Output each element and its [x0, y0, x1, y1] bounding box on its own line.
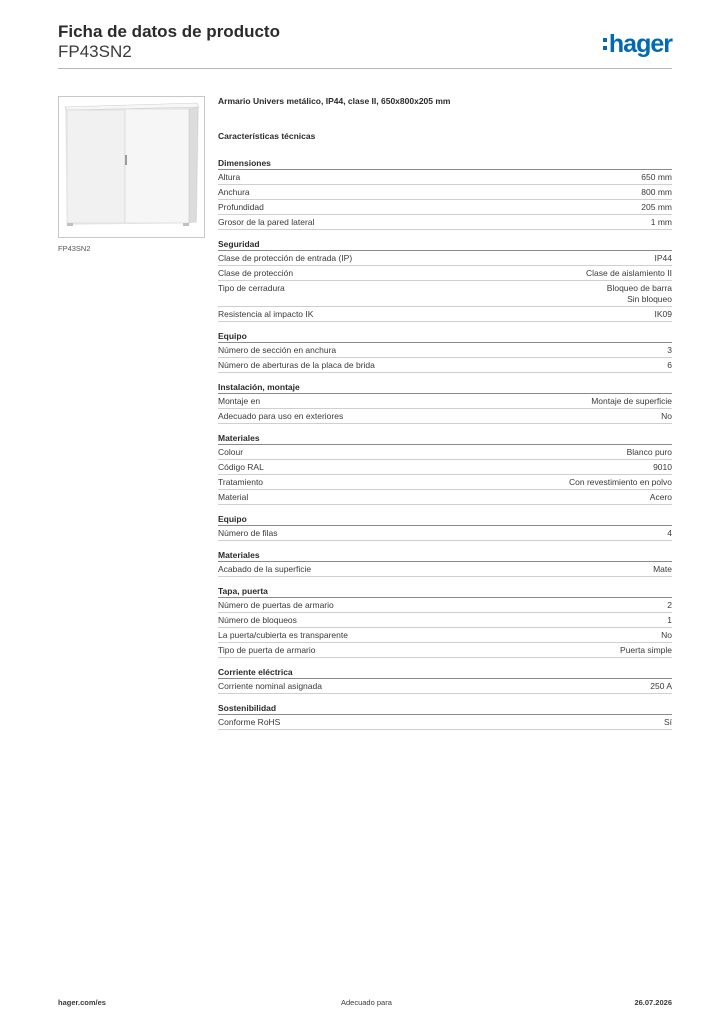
section-heading: Seguridad	[218, 238, 672, 251]
section-heading: Instalación, montaje	[218, 381, 672, 394]
spec-label: Acabado de la superficie	[218, 564, 312, 574]
cabinet-icon	[59, 97, 204, 237]
spec-value: Montaje de superficie	[591, 396, 672, 406]
spec-label: Corriente nominal asignada	[218, 681, 322, 691]
spec-row	[218, 215, 672, 230]
spec-sections	[218, 157, 672, 730]
spec-label: Conforme RoHS	[218, 717, 281, 727]
spec-label: Tratamiento	[218, 477, 264, 487]
section-heading: Tapa, puerta	[218, 585, 672, 598]
spec-value: 6	[667, 360, 672, 370]
spec-label: Profundidad	[218, 202, 264, 212]
spec-label: Adecuado para uso en exteriores	[218, 411, 344, 421]
footer-date: 26.07.2026	[634, 998, 672, 1007]
spec-row	[218, 475, 672, 490]
section-heading: Materiales	[218, 432, 672, 445]
header-divider	[58, 68, 672, 69]
spec-section	[218, 702, 672, 730]
spec-value: No	[661, 630, 672, 640]
spec-label: Altura	[218, 172, 241, 182]
spec-value: Blanco puro	[626, 447, 672, 457]
spec-row	[218, 307, 672, 322]
spec-label: Número de aberturas de la placa de brida	[218, 360, 375, 370]
spec-label: Clase de protección de entrada (IP)	[218, 253, 353, 263]
product-image-caption: FP43SN2	[58, 244, 91, 253]
spec-value: 205 mm	[641, 202, 672, 212]
logo-text: hager	[608, 30, 672, 58]
product-description: Armario Univers metálico, IP44, clase II, 650x800x205 mm	[218, 96, 451, 106]
cabinet-image	[58, 96, 205, 238]
spec-value: 800 mm	[641, 187, 672, 197]
spec-row	[218, 170, 672, 185]
spec-label: Anchura	[218, 187, 250, 197]
spec-section	[218, 330, 672, 373]
spec-row	[218, 266, 672, 281]
spec-value: Mate	[653, 564, 672, 574]
spec-label: Tipo de cerradura	[218, 283, 285, 293]
spec-row	[218, 598, 672, 613]
document-header	[58, 22, 280, 62]
spec-label: Montaje en	[218, 396, 261, 406]
section-heading: Corriente eléctrica	[218, 666, 672, 679]
spec-value: IK09	[654, 309, 672, 319]
spec-section	[218, 238, 672, 322]
spec-section	[218, 513, 672, 541]
footer-note: Adecuado para	[341, 998, 392, 1007]
spec-row	[218, 358, 672, 373]
spec-value: Bloqueo de barra Sin bloqueo	[606, 283, 672, 304]
spec-value: Clase de aislamiento II	[586, 268, 672, 278]
section-heading: Materiales	[218, 549, 672, 562]
hager-logo	[603, 30, 672, 58]
spec-row	[218, 562, 672, 577]
spec-row	[218, 445, 672, 460]
spec-section	[218, 666, 672, 694]
spec-value: 250 A	[650, 681, 672, 691]
spec-value: 2	[667, 600, 672, 610]
spec-row	[218, 526, 672, 541]
spec-row	[218, 409, 672, 424]
spec-heading: Características técnicas	[218, 131, 316, 141]
spec-row	[218, 628, 672, 643]
spec-value: Con revestimiento en polvo	[568, 477, 672, 487]
spec-label: Grosor de la pared lateral	[218, 217, 315, 227]
spec-row	[218, 281, 672, 307]
spec-label: Resistencia al impacto IK	[218, 309, 314, 319]
section-heading: Sostenibilidad	[218, 702, 672, 715]
section-heading: Equipo	[218, 330, 672, 343]
spec-label: Material	[218, 492, 249, 502]
logo-mark-icon	[603, 36, 607, 52]
spec-section	[218, 381, 672, 424]
spec-label: Número de puertas de armario	[218, 600, 334, 610]
spec-row	[218, 460, 672, 475]
spec-row	[218, 679, 672, 694]
spec-value: 3	[667, 345, 672, 355]
spec-content	[218, 96, 672, 738]
spec-row	[218, 490, 672, 505]
spec-label: Código RAL	[218, 462, 264, 472]
document-title: Ficha de datos de producto	[58, 22, 280, 41]
spec-label: Número de sección en anchura	[218, 345, 337, 355]
spec-value: Sí	[663, 717, 672, 727]
section-heading: Dimensiones	[218, 157, 672, 170]
product-code: FP43SN2	[58, 42, 132, 61]
spec-value: 9010	[653, 462, 672, 472]
spec-value: 650 mm	[641, 172, 672, 182]
page-footer	[58, 998, 672, 1010]
spec-value: IP44	[654, 253, 672, 263]
spec-section	[218, 549, 672, 577]
spec-row	[218, 643, 672, 658]
spec-section	[218, 157, 672, 230]
spec-value: Acero	[649, 492, 672, 502]
spec-label: Número de bloqueos	[218, 615, 297, 625]
spec-row	[218, 343, 672, 358]
spec-row	[218, 251, 672, 266]
spec-value: 1	[667, 615, 672, 625]
spec-value: 1 mm	[650, 217, 672, 227]
spec-row	[218, 394, 672, 409]
spec-row	[218, 715, 672, 730]
spec-row	[218, 200, 672, 215]
spec-label: Tipo de puerta de armario	[218, 645, 316, 655]
spec-label: La puerta/cubierta es transparente	[218, 630, 348, 640]
section-heading: Equipo	[218, 513, 672, 526]
spec-row	[218, 185, 672, 200]
spec-value: 4	[667, 528, 672, 538]
spec-row	[218, 613, 672, 628]
spec-section	[218, 585, 672, 658]
spec-label: Colour	[218, 447, 244, 457]
footer-website: hager.com/es	[58, 998, 106, 1007]
spec-value: Puerta simple	[620, 645, 672, 655]
spec-label: Número de filas	[218, 528, 278, 538]
spec-section	[218, 432, 672, 505]
spec-label: Clase de protección	[218, 268, 294, 278]
spec-value: No	[661, 411, 672, 421]
